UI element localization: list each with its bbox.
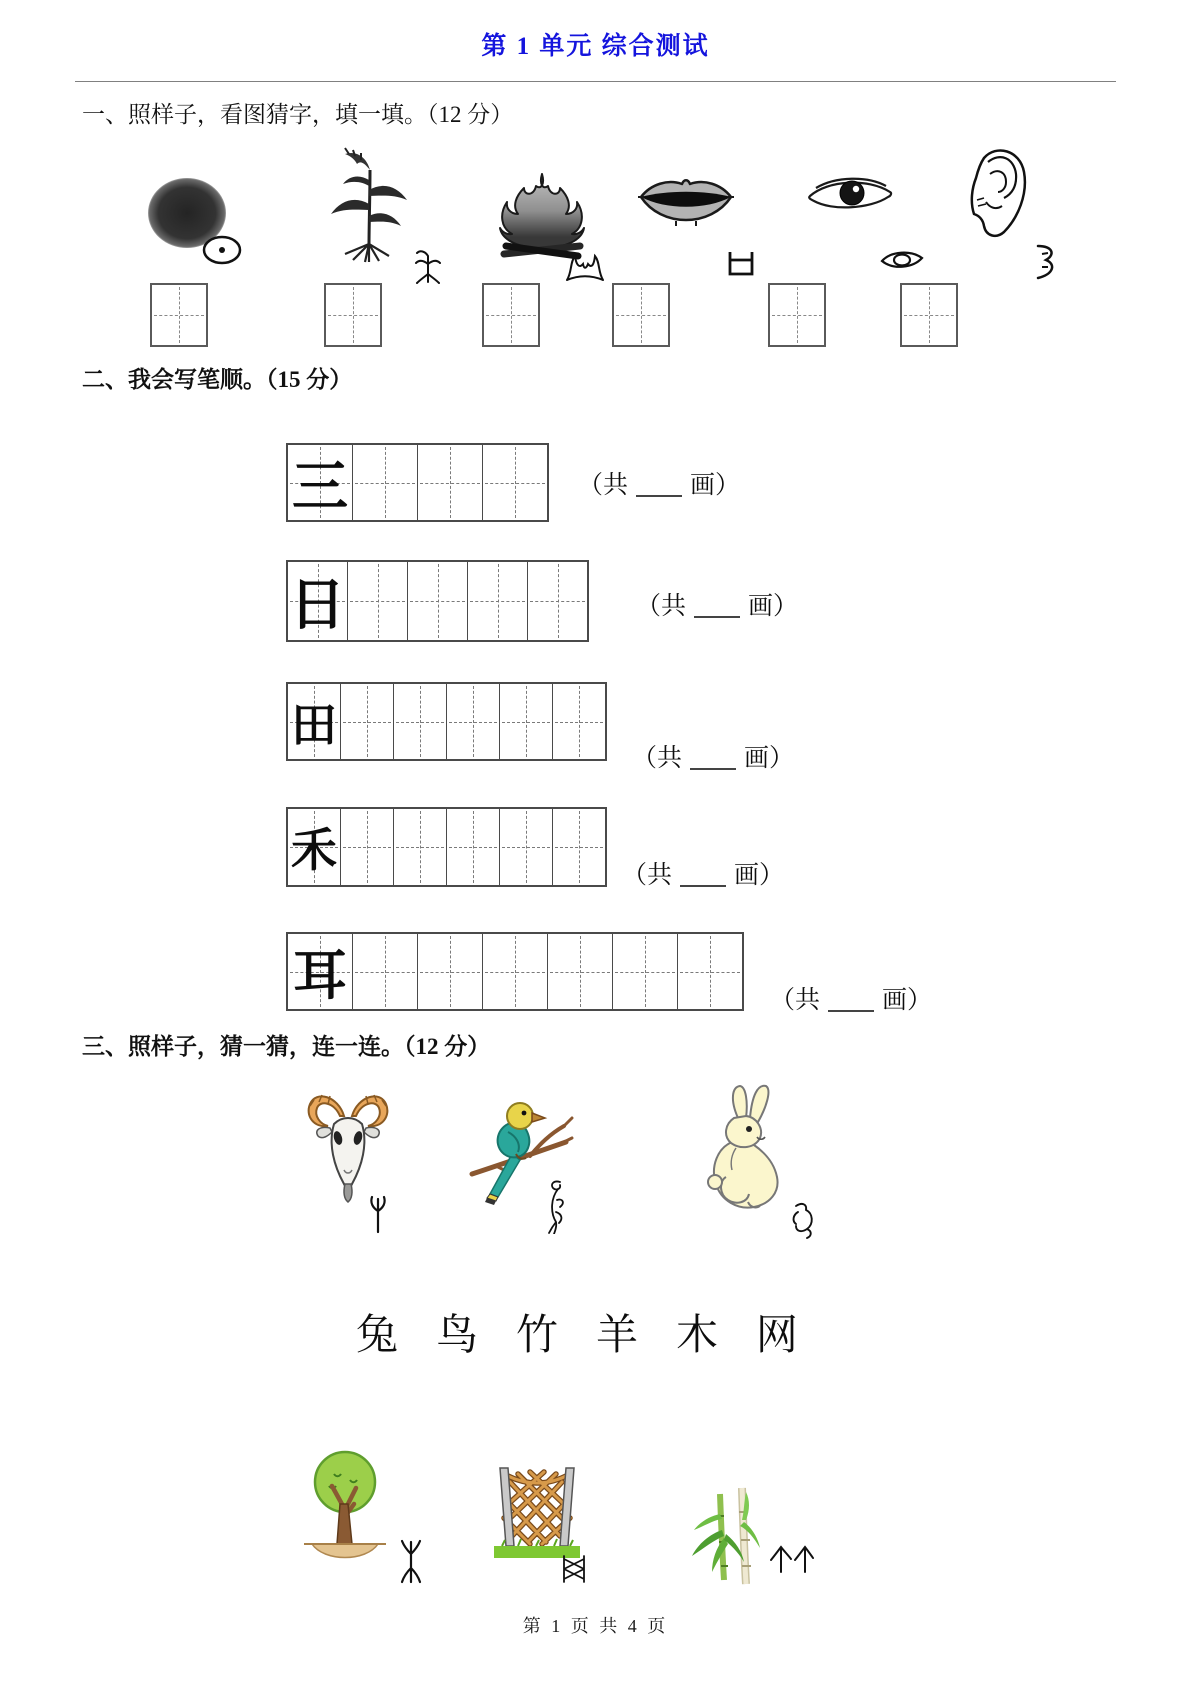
answer-writing-box[interactable] [482,283,540,347]
page-title: 第 1 单元 综合测试 [481,33,710,60]
stroke-practice-cell[interactable] [553,684,605,759]
section2-heading: 二、我会写笔顺。（15 分） [82,367,353,392]
fire-picture [492,170,592,265]
grain-oracle-glyph [412,248,444,291]
stroke-count-label [578,465,740,501]
stroke-practice-cell[interactable] [341,684,394,759]
answer-writing-box[interactable] [324,283,382,347]
stroke-count-label [770,980,932,1016]
character-option[interactable]: 木 [675,1313,718,1359]
stroke-practice-cell[interactable] [500,809,553,885]
stroke-practice-cell[interactable] [553,809,605,885]
net-picture[interactable] [488,1458,586,1562]
answer-writing-box[interactable] [768,283,826,347]
count-label-prefix: （共 [636,593,687,620]
seedling-picture [323,146,415,264]
section1-heading: 一、照样子，看图猜字，填一填。（12 分） [82,102,514,127]
stroke-practice-cell[interactable] [394,684,447,759]
sun-oracle-glyph [200,234,244,271]
stroke-grid [286,560,589,642]
count-label-suffix: 画） [744,745,795,772]
answer-writing-box[interactable] [612,283,670,347]
stroke-grid [286,807,607,887]
model-character-cell [288,934,353,1009]
answer-writing-box[interactable] [150,283,208,347]
stroke-practice-cell[interactable] [348,562,408,640]
model-character: 三 [292,456,348,519]
stroke-count-label [622,855,784,891]
stroke-practice-cell[interactable] [408,562,468,640]
stroke-practice-cell[interactable] [447,684,500,759]
ear-oracle-glyph [1030,240,1060,289]
stroke-practice-cell[interactable] [528,562,587,640]
character-option[interactable]: 鸟 [435,1313,478,1359]
character-option[interactable]: 网 [755,1313,798,1359]
stroke-practice-cell[interactable] [353,934,418,1009]
goat-picture[interactable] [302,1086,394,1204]
count-label-prefix: （共 [770,987,821,1014]
stroke-count-label [632,738,794,774]
count-label-suffix: 画） [748,593,799,620]
stroke-count-label [636,586,798,622]
rabbit-picture[interactable] [692,1082,798,1218]
net-oracle-glyph [558,1552,590,1591]
stroke-practice-cell[interactable] [353,445,418,520]
stroke-count-blank[interactable] [680,860,726,887]
tree-oracle-glyph [397,1538,425,1591]
title-divider [75,81,1116,82]
fire-oracle-glyph [563,252,607,289]
model-character-cell [288,684,341,759]
stroke-order-row [286,932,933,1014]
count-label-suffix: 画） [734,862,785,889]
model-character: 日 [289,575,346,637]
stroke-practice-cell[interactable] [418,445,483,520]
stroke-order-row [286,682,795,772]
stroke-practice-cell[interactable] [341,809,394,885]
stroke-practice-cell[interactable] [468,562,528,640]
eye-oracle-glyph [878,246,926,279]
count-label-prefix: （共 [578,472,629,499]
goat-oracle-glyph [366,1194,390,1241]
rabbit-oracle-glyph [786,1200,818,1247]
count-label-prefix: （共 [622,862,673,889]
stroke-practice-cell[interactable] [678,934,742,1009]
stroke-practice-cell[interactable] [447,809,500,885]
bamboo-picture[interactable] [686,1486,770,1588]
stroke-count-blank[interactable] [690,743,736,770]
mouth-oracle-glyph [722,244,760,287]
model-character-cell [288,445,353,520]
stroke-grid [286,443,549,522]
stroke-grid [286,932,744,1011]
stroke-grid [286,682,607,761]
answer-writing-box[interactable] [900,283,958,347]
character-option[interactable]: 兔 [356,1313,399,1359]
count-label-suffix: 画） [690,472,741,499]
mouth-picture [636,170,736,228]
stroke-order-row [286,443,741,525]
model-character-cell [288,562,348,640]
section3-heading: 三、照样子，猜一猜，连一连。（12 分） [82,1034,491,1059]
eye-picture [806,170,896,218]
model-character: 耳 [293,946,347,1006]
tree-picture[interactable] [296,1448,394,1564]
bamboo-oracle-glyph [768,1544,814,1585]
stroke-count-blank[interactable] [636,470,682,497]
model-character-cell [288,809,341,885]
count-label-suffix: 画） [882,987,933,1014]
stroke-practice-cell[interactable] [613,934,678,1009]
page-number-footer: 第 1 页 共 4 页 [522,1616,669,1636]
stroke-practice-cell[interactable] [418,934,483,1009]
stroke-practice-cell[interactable] [548,934,613,1009]
stroke-practice-cell[interactable] [483,445,547,520]
stroke-count-blank[interactable] [828,985,874,1012]
model-character: 禾 [291,825,337,876]
ear-picture [960,144,1032,240]
stroke-practice-cell[interactable] [500,684,553,759]
stroke-count-blank[interactable] [694,591,740,618]
stroke-order-row [286,807,785,890]
character-option[interactable]: 竹 [515,1313,558,1359]
stroke-order-row [286,560,799,645]
bird-oracle-glyph [542,1178,570,1239]
character-option[interactable]: 羊 [595,1313,638,1359]
character-options-row [356,1302,798,1362]
stroke-practice-cell[interactable] [394,809,447,885]
count-label-prefix: （共 [632,745,683,772]
model-character: 田 [291,699,337,751]
stroke-practice-cell[interactable] [483,934,548,1009]
